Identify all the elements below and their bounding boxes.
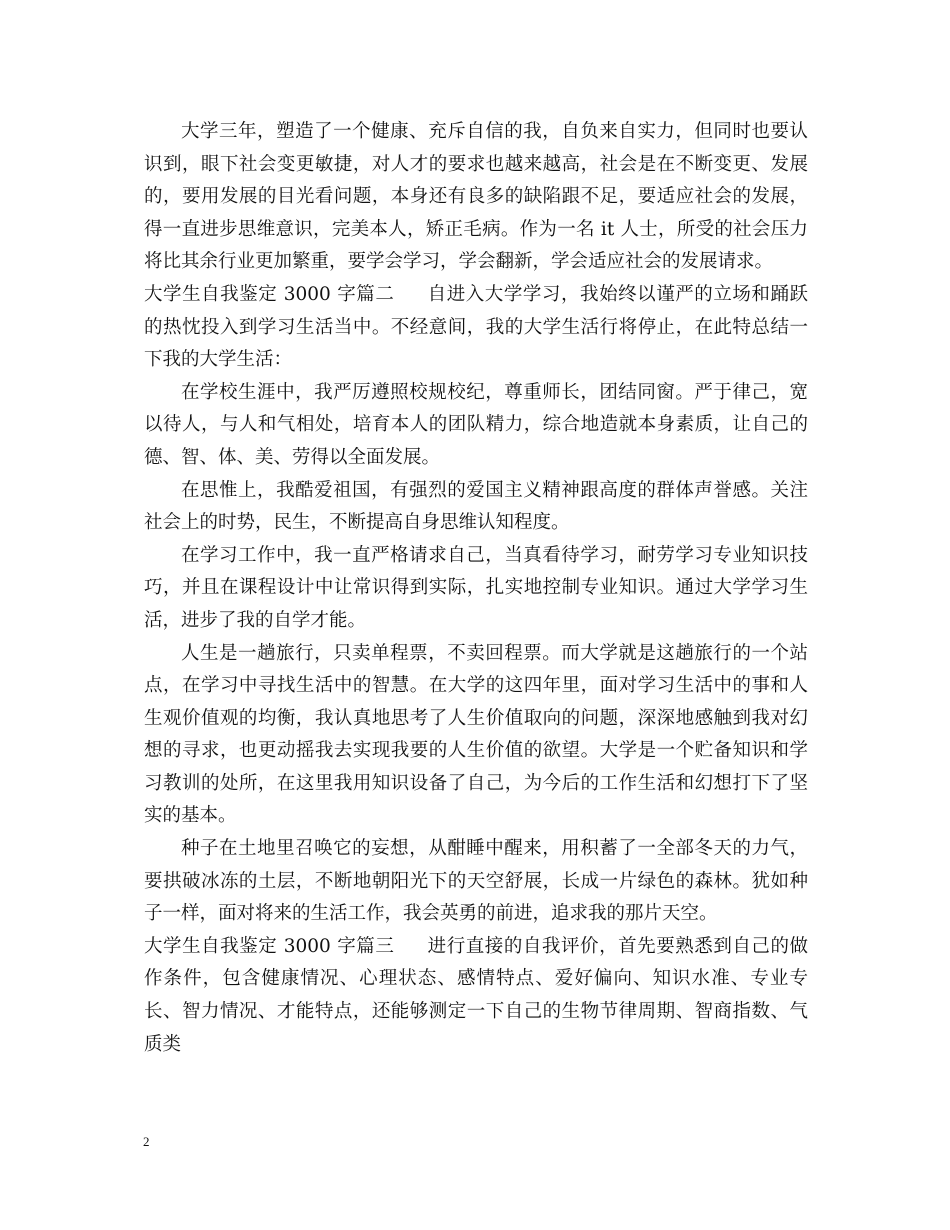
paragraph-8 [144, 931, 808, 1061]
paragraph-6 [144, 638, 808, 834]
paragraph-7-text: 种子在土地里召唤它的妄想，从酣睡中醒来，用积蓄了一全部冬天的力气，要拱破冰冻的土层，不断地朝阳光下的天空舒展，长成一片绿色的森林。犹如种子一样，面对将来的生活工作，我会英勇的前进，追求我的那片天空。 [144, 838, 808, 925]
paragraph-3-text: 在学校生涯中，我严厉遵照校规校纪，尊重师长，团结同窗。严于律己，宽以待人，与人和气相处，培育本人的团队精力，综合地造就本身素质，让自己的德、智、体、美、劳得以全面发展。 [144, 381, 808, 468]
section-heading-part-three: 大学生自我鉴定 3000 字篇三 [144, 935, 395, 957]
paragraph-1 [144, 116, 808, 279]
paragraph-6-text: 人生是一趟旅行，只卖单程票，不卖回程票。而大学就是这趟旅行的一个站点，在学习中寻找生活中的智慧。在大学的这四年里，面对学习生活中的事和人生观价值观的均衡，我认真地思考了人生价值取向的问题，深深地感触到我对幻想的寻求，也更动摇我去实现我要的人生价值的欲望。大学是一个贮备知识和学习教训的处所，在这里我用知识设备了自己，为今后的工作生活和幻想打下了坚实的基本。 [144, 642, 808, 827]
paragraph-8-text: 进行直接的自我评价，首先要熟悉到自己的做作条件，包含健康情况、心理状态、感情特点、爱好偏向、知识水准、专业专长、智力情况、才能特点，还能够测定一下自己的生物节律周期、智商指数、气质类 [144, 935, 808, 1055]
document-body [144, 116, 808, 1061]
paragraph-3 [144, 377, 808, 475]
page-number: 2 [143, 1134, 150, 1149]
section-heading-part-two: 大学生自我鉴定 3000 字篇二 [144, 283, 395, 305]
paragraph-2-text: 自进入大学学习，我始终以谨严的立场和踊跃的热忱投入到学习生活当中。不经意间，我的大学生活行将停止，在此特总结一下我的大学生活： [144, 283, 808, 371]
paragraph-2 [144, 279, 808, 377]
paragraph-5 [144, 540, 808, 638]
paragraph-4-text: 在思惟上，我酷爱祖国，有强烈的爱国主义精神跟高度的群体声誉感。关注社会上的时势，民生，不断提高自身思维认知程度。 [144, 479, 808, 534]
paragraph-1-text: 大学三年，塑造了一个健康、充斥自信的我，自负来自实力，但同时也要认识到，眼下社会变更敏捷，对人才的要求也越来越高，社会是在不断变更、发展的，要用发展的目光看问题，本身还有良多的缺陷跟不足，要适应社会的发展，得一直进步思维意识，完美本人，矫正毛病。作为一名 it 人士，所受的社会压力将比其余行业更加繁重，要学会学习，学会翻新，学会适应社会的发展请求。 [144, 121, 808, 273]
paragraph-4 [144, 475, 808, 540]
paragraph-5-text: 在学习工作中，我一直严格请求自己，当真看待学习，耐劳学习专业知识技巧，并且在课程设计中让常识得到实际，扎实地控制专业知识。通过大学学习生活，进步了我的自学才能。 [144, 544, 808, 631]
paragraph-7 [144, 833, 808, 931]
